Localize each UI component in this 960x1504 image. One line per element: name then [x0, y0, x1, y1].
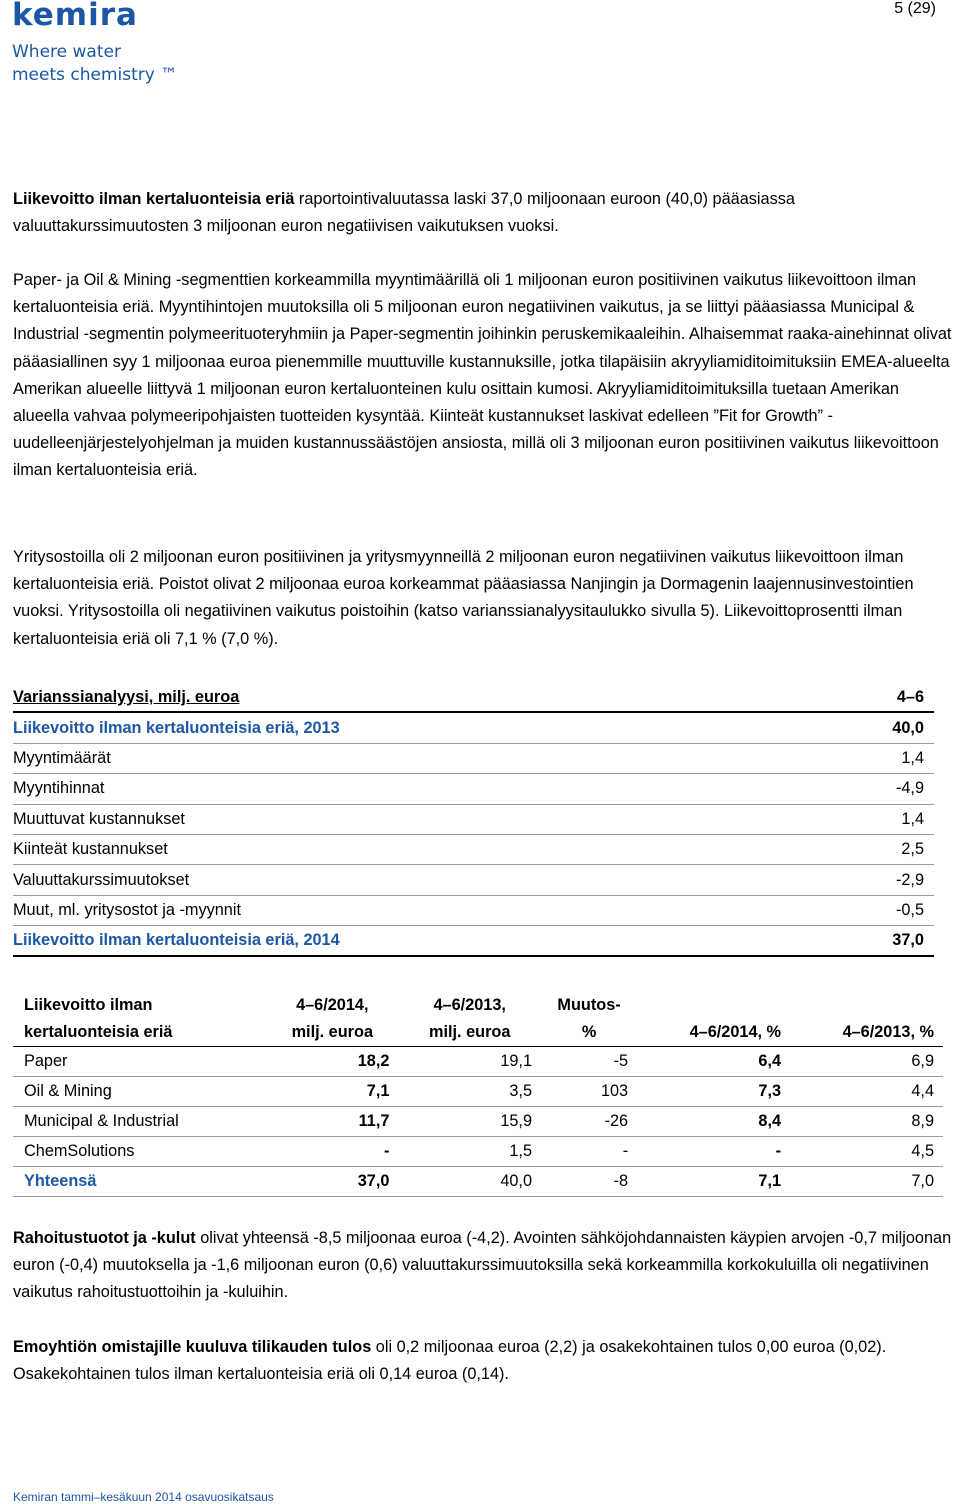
table-row	[13, 1047, 943, 1077]
segment-name: Municipal & Industrial	[24, 1112, 179, 1130]
table-row	[13, 1107, 943, 1137]
row-value: 2,5	[901, 840, 924, 859]
table-row	[13, 835, 934, 865]
table-row	[13, 926, 934, 956]
page-footer: Kemiran tammi–kesäkuun 2014 osavuosikatsaus	[13, 1490, 274, 1504]
paragraph-operating-profit-text: raportointivaluutassa laski 37,0 miljoonaan euroon (40,0) pääasiassa valuuttakurssimuutosten 3 miljoonan euron negatiivisen vaikutuksen vuoksi.	[13, 190, 795, 236]
paragraph-operating-profit	[13, 186, 953, 240]
segment-name: ChemSolutions	[24, 1142, 135, 1160]
row-value: 1,4	[901, 809, 924, 828]
value-2013: 3,5	[509, 1082, 533, 1100]
col-header-2013-meur: 4–6/2013, milj. euroa	[429, 996, 511, 1041]
row-label: Liikevoitto ilman kertaluonteisia eriä, 2014	[13, 930, 340, 949]
margin-2014: -	[775, 1142, 782, 1160]
col-header-segment: Liikevoitto ilman kertaluonteisia eriä	[24, 996, 173, 1041]
variance-analysis-table	[13, 683, 934, 957]
row-label: Liikevoitto ilman kertaluonteisia eriä, 2013	[13, 718, 340, 737]
paragraph-net-profit-text: oli 0,2 miljoonaa euroa (2,2) ja osakekohtainen tulos 0,00 euroa (0,02). Osakekohtainen tulos ilman kertaluonteisia eriä oli 0,14 euroa (0,14).	[13, 1338, 887, 1384]
paragraph-financial-items	[13, 1225, 953, 1307]
value-2013: 40,0	[500, 1172, 533, 1190]
kemira-logo	[12, 0, 177, 87]
logo-tagline-line1: Where water	[12, 42, 121, 62]
col-header-2013-pct: 4–6/2013, %	[842, 1023, 934, 1041]
margin-2013: 4,5	[911, 1142, 934, 1160]
logo-wordmark: kemira	[12, 0, 138, 33]
table-header-row	[13, 988, 943, 1047]
table-row-total	[13, 1167, 943, 1197]
table-row	[13, 896, 934, 926]
variance-header-label: Varianssianalyysi, milj. euroa	[13, 687, 240, 706]
change-pct: -5	[613, 1052, 629, 1070]
change-pct: -8	[613, 1172, 629, 1190]
value-2014: -	[384, 1142, 390, 1160]
margin-2014: 6,4	[758, 1052, 782, 1070]
row-value: 1,4	[901, 748, 924, 767]
row-value: -0,5	[895, 900, 924, 919]
paragraph-financial-items-lead: Rahoitustuotot ja -kulut	[13, 1229, 196, 1247]
logo-tagline-line2: meets chemistry ™	[12, 65, 178, 85]
margin-2013: 7,0	[911, 1172, 934, 1190]
segment-operating-profit-table	[13, 988, 943, 1197]
paragraph-acquisitions: Yritysostoilla oli 2 miljoonan euron positiivinen ja yritysmyynneillä 2 miljoonan euron negatiivinen vaikutus liikevoittoon ilman kertaluonteisia eriä. Poistot olivat 2 miljoonaa euroa korkeammat pääasiassa Nanjingin ja Dormagenin laajennusinvestointien vuoksi. Yritysostoilla oli negatiivinen vaikutus poistoihin (katso varianssianalyysitaulukko sivulla 5). Liikevoittoprosentti ilman kertaluonteisia eriä oli 7,1 % (7,0 %).	[13, 548, 914, 648]
row-value: 37,0	[892, 930, 924, 949]
row-value: 40,0	[892, 718, 924, 737]
table-row	[13, 744, 934, 774]
segment-name: Oil & Mining	[24, 1082, 112, 1100]
table-row	[13, 774, 934, 804]
change-pct: -26	[604, 1112, 629, 1130]
col-header-2014-pct: 4–6/2014, %	[689, 1023, 782, 1041]
change-pct: -	[622, 1142, 629, 1160]
table-row	[13, 865, 934, 895]
margin-2013: 8,9	[911, 1112, 934, 1130]
value-2014: 7,1	[366, 1082, 390, 1100]
row-label: Myyntimäärät	[13, 748, 111, 767]
row-label: Valuuttakurssimuutokset	[13, 870, 190, 889]
row-label: Kiinteät kustannukset	[13, 840, 168, 859]
col-header-2014-meur: 4–6/2014, milj. euroa	[291, 996, 373, 1041]
table-row	[13, 805, 934, 835]
change-pct: 103	[600, 1082, 629, 1100]
row-label: Myyntihinnat	[13, 779, 105, 798]
segment-name: Paper	[24, 1052, 68, 1070]
variance-header-period: 4–6	[896, 687, 924, 706]
row-value: -4,9	[895, 779, 924, 798]
value-2013: 15,9	[500, 1112, 533, 1130]
col-header-change-pct: Muutos- %	[557, 996, 621, 1041]
page-number: 5 (29)	[894, 0, 936, 17]
paragraph-financial-items-text: olivat yhteensä -8,5 miljoonaa euroa (-4,2). Avointen sähköjohdannaisten käypien arvojen -0,7 miljoonan euron (-0,4) muutoksella ja -1,6 miljoonan euron (0,6) valuuttakurssimuutoksilla sekä korkeammilla korkokuluilla oli negatiivinen vaikutus rahoitustuottoihin ja -kuluihin.	[13, 1229, 952, 1302]
margin-2013: 6,9	[911, 1052, 934, 1070]
row-label: Muut, ml. yritysostot ja -myynnit	[13, 900, 241, 919]
paragraph-volumes-prices: Paper- ja Oil & Mining -segmenttien korkeammilla myyntimäärillä oli 1 miljoonan euron positiivinen vaikutus liikevoittoon ilman kertaluonteisia eriä. Myyntihintojen muutoksilla oli 5 miljoonan euron negatiivinen vaikutus, ja se liittyi pääasiassa Municipal & Industrial -segmentin polymeerituoteryhmiin ja Paper-segmentin joihinkin peruskemikaaleihin. Alhaisemmat raaka-ainehinnat olivat pääasiallinen syy 1 miljoonaa euroa pienemmille muuttuville kustannuksille, jotka tilapäisiin akryyliamiditoimituksiin EMEA-alueelta Amerikan alueelle liittyvä 1 miljoonan euron kertaluonteinen kulu osittain kumosi. Akryyliamiditoimituksilla tuetaan Amerikan alueella vahvaa polymeeripohjaisten tuotteiden kysyntää. Kiinteät kustannukset laskivat edelleen ”Fit for Growth” -uudelleenjärjestelyohjelman ja muiden kustannussäästöjen ansiosta, millä oli 3 miljoonan euron positiivinen vaikutus liikevoittoon ilman kertaluonteisia eriä.	[13, 271, 952, 480]
margin-2014: 7,3	[758, 1082, 782, 1100]
paragraph-net-profit	[13, 1334, 953, 1388]
paragraph-net-profit-lead: Emoyhtiön omistajille kuuluva tilikauden tulos	[13, 1338, 372, 1356]
margin-2014: 8,4	[758, 1112, 782, 1130]
row-label: Muuttuvat kustannukset	[13, 809, 185, 828]
table-row	[13, 1137, 943, 1167]
table-row	[13, 1077, 943, 1107]
margin-2013: 4,4	[911, 1082, 934, 1100]
segment-name: Yhteensä	[24, 1172, 97, 1190]
table-row	[13, 713, 934, 743]
value-2013: 19,1	[500, 1052, 533, 1070]
value-2014: 18,2	[357, 1052, 390, 1070]
paragraph-operating-profit-lead: Liikevoitto ilman kertaluonteisia eriä	[13, 190, 295, 208]
value-2014: 37,0	[357, 1172, 390, 1190]
row-value: -2,9	[895, 870, 924, 889]
value-2013: 1,5	[509, 1142, 533, 1160]
margin-2014: 7,1	[758, 1172, 782, 1190]
variance-table-header	[13, 683, 934, 713]
value-2014: 11,7	[358, 1112, 390, 1130]
